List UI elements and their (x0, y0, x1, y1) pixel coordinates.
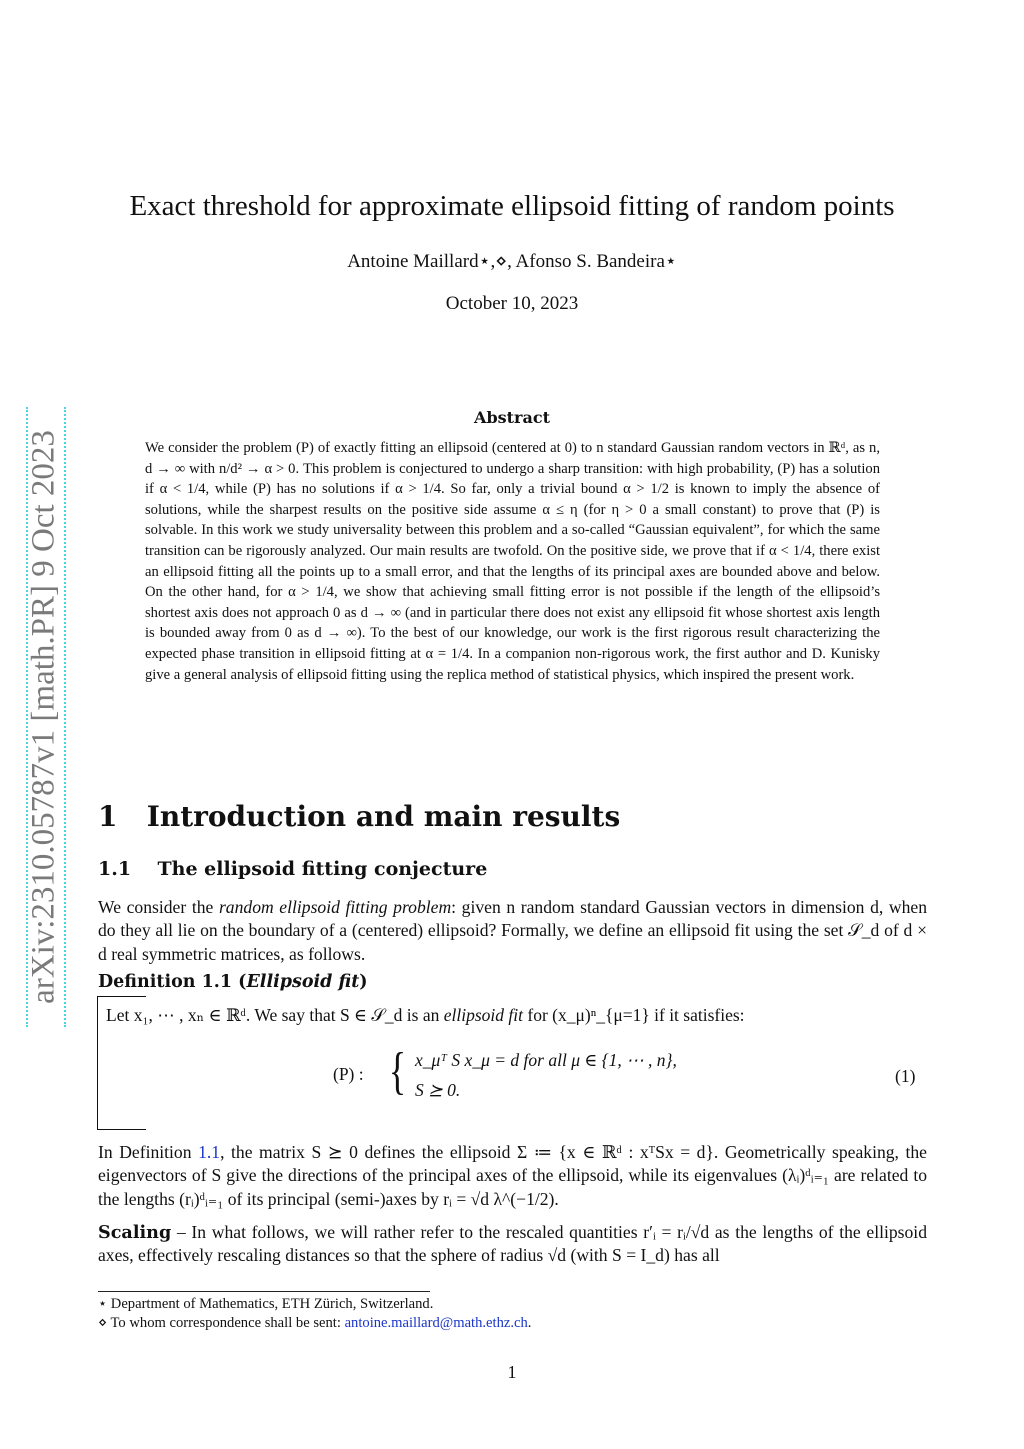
scaling-text: – In what follows, we will rather refer to the rescaled quantities r′ᵢ = rᵢ/√d as the lengths of the ellipsoid axes, effectively rescaling distances so that the sphere of radius √d (with S = I_d) has all (98, 1222, 927, 1266)
paper-title: Exact threshold for approximate ellipsoid fitting of random points (129, 190, 895, 222)
section-number: 1 (98, 800, 118, 833)
definition-discussion-paragraph (98, 1141, 927, 1211)
footnote-correspondence (98, 1314, 531, 1332)
subsection-number: 1.1 (98, 858, 132, 880)
definition-reference-link[interactable]: 1.1 (198, 1142, 221, 1162)
scaling-paragraph (98, 1221, 927, 1268)
scaling-label: Scaling (98, 1222, 172, 1243)
email-link[interactable]: antoine.maillard@math.ethz.ch (344, 1315, 528, 1331)
footnote-affiliation: ⋆ Department of Mathematics, ETH Zürich, Switzerland. (98, 1296, 434, 1312)
intro-emphasis: random ellipsoid fitting problem (218, 897, 452, 917)
section-heading (98, 800, 620, 833)
abstract-body: We consider the problem (P) of exactly fitting an ellipsoid (centered at 0) to n standard Gaussian random vectors in ℝᵈ, as n, d → ∞ with n/d² → α > 0. This problem is conjectured to undergo a sharp transition: with high probability, (P) has a solution if α < 1/4, while (P) has no solutions if α > 1/4. So far, only a trivial bound α > 1/2 is known to imply the absence of solutions, while the sharpest results on the positive side assume α ≤ η (for η > 0 a small constant) to prove that (P) is solvable. In this work we study universality between this problem and a so-called “Gaussian equivalent”, for which the same transition can be rigorously analyzed. Our main results are twofold. On the positive side, we prove that if α < 1/4, there exist an ellipsoid fitting all the points up to a small error, and that the lengths of its principal axes are bounded above and below. On the other hand, for α > 1/4, we show that achieving small fitting error is not possible if the length of the ellipsoid’s shortest axis does not approach 0 as d → ∞ (and in particular there does not exist any ellipsoid fit whose shortest axis length is bounded away from 0 as d → ∞). To the best of our knowledge, our work is the first rigorous result characterizing the expected phase transition in ellipsoid fitting at α = 1/4. In a companion non-rigorous work, the first author and D. Kunisky give a general analysis of ellipsoid fitting using the replica method of statistical physics, which inspired the present work. (145, 440, 880, 683)
arxiv-stamp (8, 407, 64, 1027)
paper-authors: Antoine Maillard⋆,⋄, Afonso S. Bandeira⋆ (347, 251, 677, 272)
problem-label: (P) : (333, 1064, 364, 1084)
subsection-heading (98, 858, 487, 880)
definition-statement-start: Let x₁, ⋯ , xₙ ∈ ℝᵈ. We say that S ∈ 𝒮_d is an (106, 1005, 444, 1025)
subsection-title: The ellipsoid fitting conjecture (157, 858, 488, 880)
arxiv-identifier[interactable]: arXiv:2310.05787v1 [math.PR] 9 Oct 2023 (25, 430, 62, 1004)
abstract-heading: Abstract (474, 408, 550, 427)
intro-paragraph (98, 896, 927, 966)
left-brace: { (388, 1043, 407, 1100)
definition-emphasis: ellipsoid fit (443, 1005, 523, 1025)
constraint-psd: S ⪰ 0. (415, 1080, 461, 1100)
definition-heading: Definition 1.1 (Ellipsoid fit) (98, 972, 368, 992)
discussion-text-end: , the matrix S ⪰ 0 defines the ellipsoid Σ ≔ {x ∈ ℝᵈ : xᵀSx = d}. Geometrically speaking, the eigenvectors of S give the directions of the principal axes of the ellipsoid, while its eigenvalues (λᵢ)ᵈᵢ₌₁ are related to the lengths (rᵢ)ᵈᵢ₌₁ of its principal (semi-)axes by rᵢ = √d λ^(−1/2). (98, 1142, 927, 1209)
page-number: 1 (507, 1362, 517, 1382)
constraint-equality: x_μᵀ S x_μ = d for all μ ∈ {1, ⋯ , n}, (415, 1050, 677, 1070)
definition-label: Definition 1.1 (98, 972, 233, 992)
discussion-text-start: In Definition (98, 1142, 199, 1162)
intro-text-end: : given n random standard Gaussian vectors in dimension d, when do they all lie on the boundary of a (centered) ellipsoid? Formally, we define an ellipsoid fit using the set 𝒮_d of d × d real symmetric matrices, as follows. (98, 897, 927, 964)
section-title: Introduction and main results (146, 800, 621, 833)
paper-date: October 10, 2023 (445, 293, 579, 314)
equation-block (333, 1043, 933, 1102)
definition-name: Ellipsoid fit (246, 972, 360, 992)
definition-statement-end: for (x_μ)ⁿ_{μ=1} if it satisfies: (523, 1005, 745, 1025)
definition-statement (106, 1005, 745, 1026)
footnote-correspondence-text: ⋄ To whom correspondence shall be sent: (98, 1315, 345, 1331)
intro-text-start: We consider the (98, 897, 219, 917)
footnote-period: . (527, 1315, 532, 1331)
footnote-divider (98, 1291, 430, 1292)
equation-number: (1) (895, 1066, 916, 1086)
